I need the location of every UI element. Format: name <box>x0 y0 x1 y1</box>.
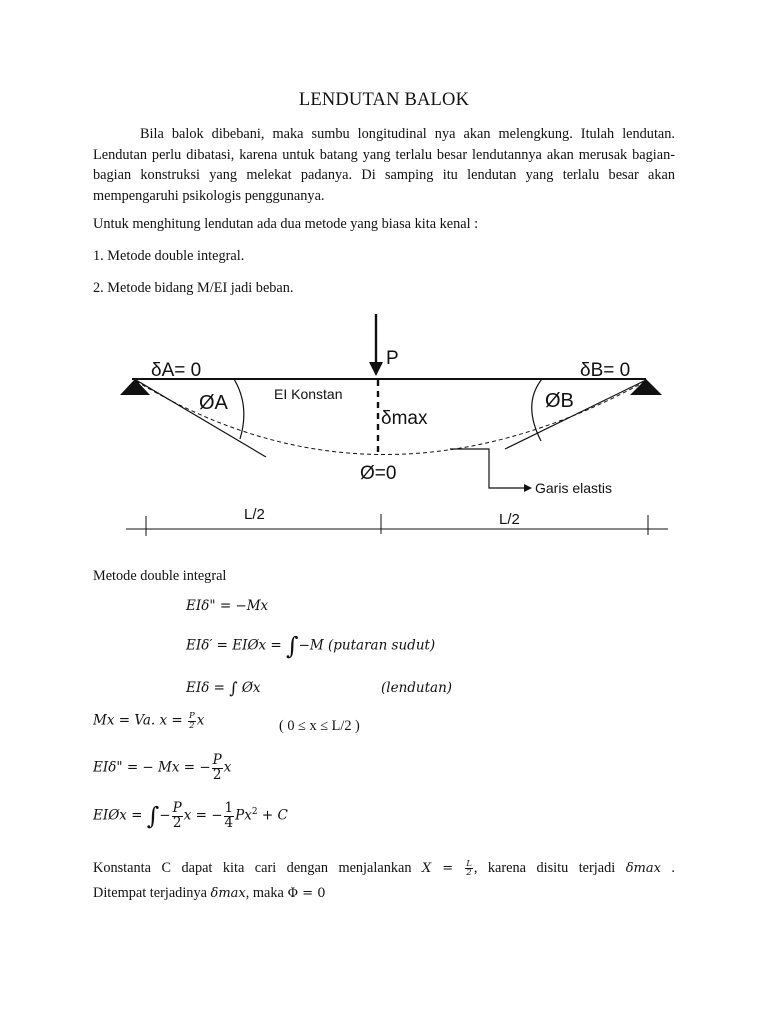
load-label: P <box>386 348 399 369</box>
page-title: LENDUTAN BALOK <box>298 90 470 110</box>
half-span-left-label: L/2 <box>244 506 265 523</box>
deflection-b-label: δB= 0 <box>580 360 631 381</box>
rotation-b-label: ØB <box>545 390 574 412</box>
fraction: $\frac{1}{4}$ <box>224 800 234 831</box>
closing-line-1: Konstanta C dapat kita cari dengan menjalankan X = $\frac{L}{2}$ , karena disitu terjadi δmax . <box>93 858 675 879</box>
equation-1: EIδ" = −Mx <box>186 598 269 614</box>
fraction: $\frac{P}{2}$ <box>188 711 195 731</box>
fraction: $\frac{P}{2}$ <box>212 752 222 783</box>
load-arrow-head <box>369 362 383 376</box>
equation-4 <box>93 712 204 730</box>
integral-sign: ∫ <box>146 802 160 830</box>
equation-3-note: (lendutan) <box>381 680 453 696</box>
integral-sign: ∫ <box>229 678 238 698</box>
stiffness-label: EI Konstan <box>274 386 343 402</box>
equation-2-rhs: −M (putaran sudut) <box>298 637 436 654</box>
phi-equation: Φ = 0 <box>287 886 326 901</box>
equation-4-var: x <box>196 712 205 729</box>
integral-sign: ∫ <box>286 632 299 660</box>
closing-paragraph <box>93 856 675 906</box>
elastic-curve-label: Garis elastis <box>535 480 613 496</box>
half-span-right-label: L/2 <box>499 511 520 528</box>
rotation-a-label: ØA <box>199 392 228 414</box>
equation-3-rhs: Øx <box>241 680 261 696</box>
equation-2-lhs: EIδ′ = EIØx = <box>186 637 287 654</box>
equation-5-var: x <box>223 759 232 776</box>
methods-intro: Untuk menghitung lendutan ada dua metode yang biasa kita kenal : <box>93 216 479 232</box>
delta-max: δmax <box>625 861 661 876</box>
equation-4-lhs: Mx = Va. x = <box>93 712 187 729</box>
closing-line-2: Ditempat terjadinya δmax, maka Φ = 0 <box>93 885 326 901</box>
equation-2 <box>186 634 435 658</box>
equation-4-range: ( 0 ≤ x ≤ L/2 ) <box>279 718 360 734</box>
equation-6: EIØx = ∫− $\frac{P}{2}$ x = − $\frac{1}{4}$ $Px^2 + C$ <box>93 800 288 831</box>
fraction: $\frac{L}{2}$ <box>466 858 472 879</box>
deflection-a-label: δA= 0 <box>151 360 202 381</box>
tangent-b <box>505 380 646 449</box>
section-heading: Metode double integral <box>93 568 227 584</box>
fraction: $\frac{P}{2}$ <box>172 800 182 831</box>
delta-max: δmax <box>210 886 246 901</box>
intro-text: Bila balok dibebani, maka sumbu longitudinal nya akan melengkung. Itulah lendutan. Lendutan perlu dibatasi, karena untuk batang yang terlalu besar lendutannya akan merusak bagian-bagian konstruksi yang melekat padanya. Di samping itu lendutan yang terlalu besar akan mempengaruhi psikologis penggunanya. <box>93 126 675 204</box>
equation-5 <box>93 754 231 782</box>
elastic-leader <box>450 449 524 488</box>
equation-5-lhs: EIδ" = − Mx = − <box>93 759 211 776</box>
equation-3 <box>186 680 261 697</box>
equation-3-lhs: EIδ = <box>186 680 230 696</box>
equation-6-lhs: EIØx = <box>93 807 147 824</box>
max-deflection-label: δmax <box>381 408 428 429</box>
support-b <box>630 379 662 395</box>
elastic-leader-arrow <box>524 484 532 492</box>
method-item-2: 2. Metode bidang M/EI jadi beban. <box>93 280 294 296</box>
method-item-1: 1. Metode double integral. <box>93 248 245 264</box>
support-a <box>120 379 150 395</box>
mid-rotation-label: Ø=0 <box>360 463 397 484</box>
